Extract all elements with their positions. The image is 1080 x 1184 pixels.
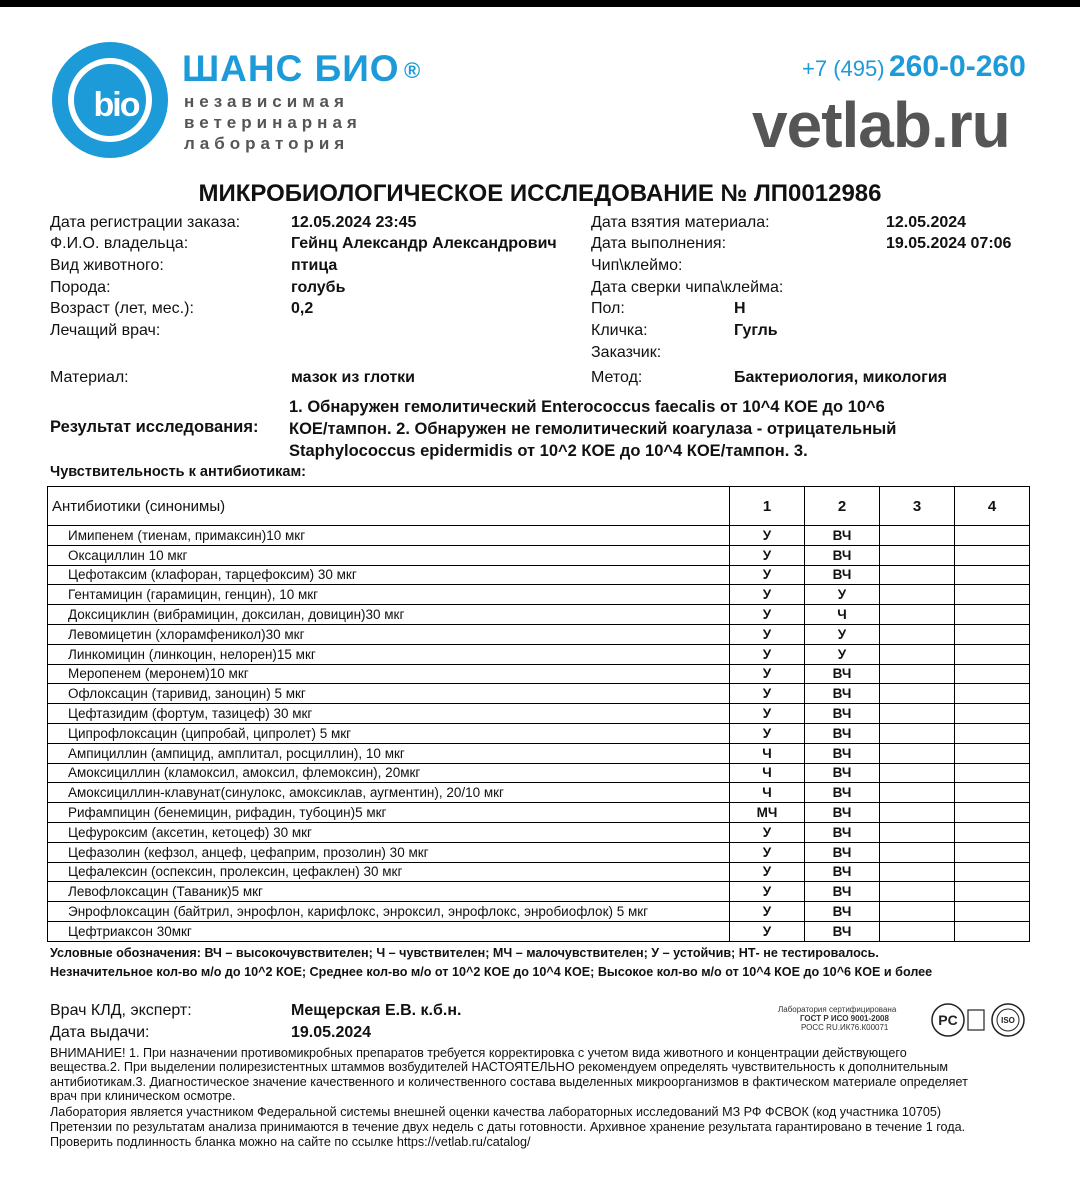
table-row bbox=[48, 684, 1030, 704]
sensitivity-col-2: ВЧ bbox=[805, 664, 880, 684]
label-doctor: Врач КЛД, эксперт: bbox=[50, 1002, 192, 1019]
table-row bbox=[48, 783, 1030, 803]
sensitivity-col-3 bbox=[880, 822, 955, 842]
sensitivity-col-1: У bbox=[730, 565, 805, 585]
sensitivity-col-1: У bbox=[730, 545, 805, 565]
antibiotic-name: Амоксициллин-клавунат(синулокс, амоксиклав, аугментин), 20/10 мкг bbox=[48, 783, 730, 803]
table-row bbox=[48, 803, 1030, 823]
sensitivity-col-2: У bbox=[805, 585, 880, 605]
table-row bbox=[48, 565, 1030, 585]
table-row bbox=[48, 842, 1030, 862]
cert-line-3: РОСС RU.ИК76.К00071 bbox=[801, 1023, 889, 1032]
label-issue-date: Дата выдачи: bbox=[50, 1024, 150, 1041]
antibiotic-name: Цефалексин (оспексин, пролексин, цефаклен) 30 мкг bbox=[48, 862, 730, 882]
sensitivity-col-1: У bbox=[730, 882, 805, 902]
sensitivity-title: Чувствительность к антибиотикам: bbox=[50, 464, 307, 480]
sensitivity-col-2: ВЧ bbox=[805, 822, 880, 842]
antibiotic-name: Цефтазидим (фортум, тазицеф) 30 мкг bbox=[48, 704, 730, 724]
sensitivity-col-4 bbox=[955, 605, 1030, 625]
sensitivity-col-4 bbox=[955, 763, 1030, 783]
table-row bbox=[48, 526, 1030, 546]
tagline-1: независимая bbox=[184, 92, 349, 111]
sensitivity-col-2: ВЧ bbox=[805, 803, 880, 823]
sensitivity-col-1: Ч bbox=[730, 763, 805, 783]
bio-logo bbox=[52, 42, 168, 158]
sensitivity-col-4 bbox=[955, 902, 1030, 922]
sensitivity-col-2: ВЧ bbox=[805, 684, 880, 704]
table-row bbox=[48, 862, 1030, 882]
header-col-3: 3 bbox=[880, 487, 955, 526]
value-species: птица bbox=[291, 257, 338, 274]
label-registration-date: Дата регистрации заказа: bbox=[50, 214, 241, 231]
svg-text:PC: PC bbox=[938, 1012, 958, 1028]
antibiotic-name: Энрофлоксацин (байтрил, энрофлон, карифлокс, энроксил, энрофлокс, энробиофлок) 5 мкг bbox=[48, 902, 730, 922]
value-sex: Н bbox=[734, 300, 746, 317]
value-doctor: Мещерская Е.В. к.б.н. bbox=[291, 1002, 462, 1019]
table-row bbox=[48, 545, 1030, 565]
phone-number: 260-0-260 bbox=[889, 50, 1026, 83]
table-row bbox=[48, 644, 1030, 664]
value-issue-date: 19.05.2024 bbox=[291, 1024, 372, 1041]
sensitivity-col-3 bbox=[880, 624, 955, 644]
antibiotic-name: Меропенем (меронем)10 мкг bbox=[48, 664, 730, 684]
sensitivity-col-3 bbox=[880, 743, 955, 763]
sensitivity-col-3 bbox=[880, 585, 955, 605]
label-sex: Пол: bbox=[591, 300, 625, 317]
antibiotic-name: Левомицетин (хлорамфеникол)30 мкг bbox=[48, 624, 730, 644]
sensitivity-col-3 bbox=[880, 605, 955, 625]
sensitivity-col-4 bbox=[955, 684, 1030, 704]
table-row bbox=[48, 624, 1030, 644]
label-completion-date: Дата выполнения: bbox=[591, 235, 727, 252]
sensitivity-col-1: У bbox=[730, 684, 805, 704]
antibiotic-name: Цефазолин (кефзол, анцеф, цефаприм, прозолин) 30 мкг bbox=[48, 842, 730, 862]
sensitivity-col-1: У bbox=[730, 822, 805, 842]
sensitivity-col-3 bbox=[880, 704, 955, 724]
antibiotic-name: Офлоксацин (таривид, заноцин) 5 мкг bbox=[48, 684, 730, 704]
label-age: Возраст (лет, мес.): bbox=[50, 300, 194, 317]
sensitivity-col-1: У bbox=[730, 842, 805, 862]
antibiotic-name: Цефотаксим (клафоран, тарцефоксим) 30 мкг bbox=[48, 565, 730, 585]
sensitivity-col-2: ВЧ bbox=[805, 723, 880, 743]
table-row bbox=[48, 921, 1030, 941]
value-material: мазок из глотки bbox=[291, 369, 416, 386]
sensitivity-col-3 bbox=[880, 664, 955, 684]
sensitivity-col-1: У bbox=[730, 605, 805, 625]
sensitivity-col-4 bbox=[955, 526, 1030, 546]
sensitivity-col-2: ВЧ bbox=[805, 842, 880, 862]
sensitivity-col-2: У bbox=[805, 644, 880, 664]
phone-prefix: +7 (495) bbox=[802, 56, 885, 81]
value-breed: голубь bbox=[291, 279, 346, 296]
sensitivity-col-4 bbox=[955, 624, 1030, 644]
sensitivity-col-4 bbox=[955, 585, 1030, 605]
sensitivity-col-4 bbox=[955, 783, 1030, 803]
sensitivity-col-4 bbox=[955, 664, 1030, 684]
cert-line-1: Лаборатория сертифицирована bbox=[778, 1005, 897, 1014]
label-result: Результат исследования: bbox=[50, 418, 259, 436]
sensitivity-col-4 bbox=[955, 723, 1030, 743]
sensitivity-col-2: ВЧ bbox=[805, 763, 880, 783]
sensitivity-col-2: ВЧ bbox=[805, 882, 880, 902]
tagline-3: лаборатория bbox=[184, 134, 350, 153]
sensitivity-col-2: ВЧ bbox=[805, 565, 880, 585]
sensitivity-col-3 bbox=[880, 862, 955, 882]
label-customer: Заказчик: bbox=[591, 344, 662, 361]
label-breed: Порода: bbox=[50, 279, 111, 296]
sensitivity-col-1: У bbox=[730, 585, 805, 605]
antibiotic-name: Ципрофлоксацин (ципробай, ципролет) 5 мкг bbox=[48, 723, 730, 743]
value-completion-date: 19.05.2024 07:06 bbox=[886, 235, 1012, 252]
antibiotic-name: Левофлоксацин (Таваник)5 мкг bbox=[48, 882, 730, 902]
sensitivity-col-4 bbox=[955, 921, 1030, 941]
table-row bbox=[48, 585, 1030, 605]
header-col-2: 2 bbox=[805, 487, 880, 526]
table-row bbox=[48, 704, 1030, 724]
registered-mark: ® bbox=[404, 58, 421, 83]
antibiotic-name: Амоксициллин (кламоксил, амоксил, флемоксин), 20мкг bbox=[48, 763, 730, 783]
sensitivity-col-3 bbox=[880, 921, 955, 941]
table-row bbox=[48, 882, 1030, 902]
sensitivity-col-1: У bbox=[730, 664, 805, 684]
value-sample-date: 12.05.2024 bbox=[886, 214, 967, 231]
sensitivity-col-1: Ч bbox=[730, 783, 805, 803]
warning-line-5: Лаборатория является участником Федеральной системы внешней оценки качества лабораторных исследований МЗ РФ ФСВОК (код участника 10705) bbox=[50, 1105, 942, 1119]
sensitivity-col-3 bbox=[880, 763, 955, 783]
sensitivity-col-3 bbox=[880, 902, 955, 922]
sensitivity-col-2: У bbox=[805, 624, 880, 644]
antibiotic-name: Рифампицин (бенемицин, рифадин, тубоцин)5 мкг bbox=[48, 803, 730, 823]
result-line-1: 1. Обнаружен гемолитический Enterococcus faecalis от 10^4 КОЕ до 10^6 bbox=[289, 398, 885, 416]
sensitivity-col-4 bbox=[955, 644, 1030, 664]
antibiotic-name: Ампициллин (ампицид, амплитал, росциллин), 10 мкг bbox=[48, 743, 730, 763]
sensitivity-col-1: Ч bbox=[730, 743, 805, 763]
cert-line-2: ГОСТ Р ИСО 9001-2008 bbox=[800, 1014, 889, 1023]
sensitivity-col-2: ВЧ bbox=[805, 545, 880, 565]
header-antibiotics: Антибиотики (синонимы) bbox=[48, 487, 730, 526]
label-material: Материал: bbox=[50, 369, 129, 386]
sensitivity-col-4 bbox=[955, 545, 1030, 565]
document-title: МИКРОБИОЛОГИЧЕСКОЕ ИССЛЕДОВАНИЕ № ЛП0012986 bbox=[198, 180, 882, 207]
sensitivity-col-1: У bbox=[730, 902, 805, 922]
warning-line-2: вещества.2. При выделении полирезистентных штаммов возбудителей НАСТОЯТЕЛЬНО рекомендуем определять чувствительность к дополнительным bbox=[50, 1060, 949, 1074]
header-col-4: 4 bbox=[955, 487, 1030, 526]
sensitivity-col-3 bbox=[880, 723, 955, 743]
warning-line-6: Претензии по результатам анализа принимаются в течение двух недель с даты готовности. Архивное хранение результата гарантировано в течение 1 года. bbox=[50, 1120, 966, 1134]
sensitivity-col-1: У bbox=[730, 921, 805, 941]
sensitivity-col-2: ВЧ bbox=[805, 526, 880, 546]
table-row bbox=[48, 763, 1030, 783]
label-nickname: Кличка: bbox=[591, 322, 648, 339]
sensitivity-col-4 bbox=[955, 842, 1030, 862]
sensitivity-col-1: У bbox=[730, 704, 805, 724]
sensitivity-col-4 bbox=[955, 862, 1030, 882]
sensitivity-col-2: ВЧ bbox=[805, 862, 880, 882]
antibiotic-name: Имипенем (тиенам, примаксин)10 мкг bbox=[48, 526, 730, 546]
result-text bbox=[289, 396, 896, 462]
sensitivity-col-2: ВЧ bbox=[805, 783, 880, 803]
sensitivity-col-4 bbox=[955, 803, 1030, 823]
sensitivity-col-4 bbox=[955, 882, 1030, 902]
value-nickname: Гугль bbox=[734, 322, 778, 339]
warning-line-7: Проверить подлинность бланка можно на сайте по ссылке https://vetlab.ru/catalog/ bbox=[50, 1135, 531, 1149]
label-species: Вид животного: bbox=[50, 257, 164, 274]
sensitivity-col-1: У bbox=[730, 723, 805, 743]
sensitivity-col-3 bbox=[880, 783, 955, 803]
sensitivity-col-3 bbox=[880, 644, 955, 664]
sensitivity-col-4 bbox=[955, 565, 1030, 585]
value-owner: Гейнц Александр Александрович bbox=[291, 235, 557, 252]
sensitivity-col-3 bbox=[880, 545, 955, 565]
table-row bbox=[48, 605, 1030, 625]
sensitivity-col-3 bbox=[880, 882, 955, 902]
sensitivity-col-1: У bbox=[730, 624, 805, 644]
label-owner: Ф.И.О. владельца: bbox=[50, 235, 189, 252]
antibiotic-name: Цефуроксим (аксетин, кетоцеф) 30 мкг bbox=[48, 822, 730, 842]
table-row bbox=[48, 664, 1030, 684]
value-registration-date: 12.05.2024 23:45 bbox=[291, 214, 417, 231]
antibiotic-name: Гентамицин (гарамицин, генцин), 10 мкг bbox=[48, 585, 730, 605]
sensitivity-col-3 bbox=[880, 565, 955, 585]
website: vetlab.ru bbox=[752, 89, 1010, 161]
label-sample-date: Дата взятия материала: bbox=[591, 214, 770, 231]
result-line-2: КОЕ/тампон. 2. Обнаружен не гемолитический коагулаза - отрицательный bbox=[289, 420, 897, 438]
header-col-1: 1 bbox=[730, 487, 805, 526]
sensitivity-col-1: У bbox=[730, 644, 805, 664]
sensitivity-col-2: ВЧ bbox=[805, 921, 880, 941]
sensitivity-col-1: У bbox=[730, 526, 805, 546]
sensitivity-col-2: ВЧ bbox=[805, 704, 880, 724]
warning-line-4: врач при клиническом осмотре. bbox=[50, 1089, 236, 1103]
sensitivity-col-1: МЧ bbox=[730, 803, 805, 823]
sensitivity-col-3 bbox=[880, 526, 955, 546]
sensitivity-col-3 bbox=[880, 842, 955, 862]
label-vet: Лечащий врач: bbox=[50, 322, 161, 339]
table-row bbox=[48, 743, 1030, 763]
sensitivity-col-4 bbox=[955, 743, 1030, 763]
value-age: 0,2 bbox=[291, 300, 314, 317]
sensitivity-col-1: У bbox=[730, 862, 805, 882]
certification-marks-icon bbox=[930, 1002, 1030, 1038]
warning-line-3: антибиотикам.3. Диагностическое значение качественного и количественного состава выделенных микроорганизмов в фактическом материале определяет bbox=[50, 1075, 968, 1089]
antibiotic-name: Доксициклин (вибрамицин, доксилан, довицин)30 мкг bbox=[48, 605, 730, 625]
sensitivity-col-4 bbox=[955, 704, 1030, 724]
sensitivity-col-2: ВЧ bbox=[805, 743, 880, 763]
antibiotic-name: Линкомицин (линкоцин, нелорен)15 мкг bbox=[48, 644, 730, 664]
label-chip-check-date: Дата сверки чипа\клейма: bbox=[591, 279, 784, 296]
table-header-row bbox=[48, 487, 1030, 526]
sensitivity-col-2: ВЧ bbox=[805, 902, 880, 922]
table-row bbox=[48, 723, 1030, 743]
antibiotic-name: Цефтриаксон 30мкг bbox=[48, 921, 730, 941]
antibiotic-table bbox=[47, 486, 1030, 942]
sensitivity-col-3 bbox=[880, 684, 955, 704]
tagline-2: ветеринарная bbox=[184, 113, 362, 132]
top-bar bbox=[0, 0, 1080, 7]
sensitivity-col-4 bbox=[955, 822, 1030, 842]
result-line-3: Staphylococcus epidermidis от 10^2 КОЕ до 10^4 КОЕ/тампон. 3. bbox=[289, 442, 808, 460]
table-row bbox=[48, 822, 1030, 842]
value-method: Бактериология, микология bbox=[734, 369, 947, 386]
sensitivity-col-2: Ч bbox=[805, 605, 880, 625]
legend-line-2: Незначительное кол-во м/о до 10^2 КОЕ; Среднее кол-во м/о от 10^2 КОЕ до 10^4 КОЕ; Высокое кол-во м/о от 10^4 КОЕ до 10^6 КОЕ и более bbox=[50, 965, 933, 979]
label-method: Метод: bbox=[591, 369, 643, 386]
warning-line-1: ВНИМАНИЕ! 1. При назначении противомикробных препаратов требуется корректировка с учетом вида животного и концентрации действующего bbox=[50, 1046, 907, 1060]
brand-name: ШАНС БИО bbox=[182, 48, 400, 89]
logo-text: bio bbox=[93, 86, 139, 124]
sensitivity-col-3 bbox=[880, 803, 955, 823]
table-row bbox=[48, 902, 1030, 922]
legend-line-1: Условные обозначения: ВЧ – высокочувствителен; Ч – чувствителен; МЧ – малочувствителен; У – устойчив; НТ- не тестировалось. bbox=[50, 946, 879, 960]
label-chip: Чип\клеймо: bbox=[591, 257, 683, 274]
svg-text:ISO: ISO bbox=[1001, 1016, 1015, 1025]
antibiotic-name: Оксациллин 10 мкг bbox=[48, 545, 730, 565]
